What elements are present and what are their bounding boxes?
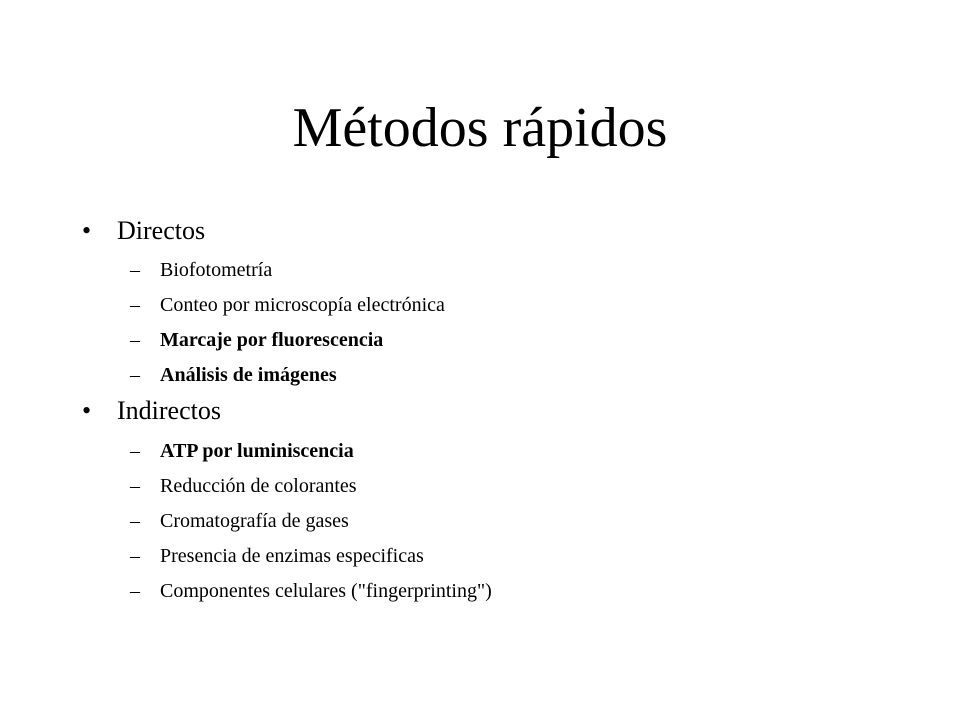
dash-marker: – <box>130 580 140 602</box>
sub-item-label: ATP por luminiscencia <box>160 440 354 462</box>
dash-marker: – <box>130 545 140 567</box>
sub-item-label: Reducción de colorantes <box>160 475 357 497</box>
bullet-label: Directos <box>117 216 206 245</box>
sub-item-label: Presencia de enzimas especificas <box>160 545 424 567</box>
dash-marker: – <box>130 440 140 462</box>
dash-marker: – <box>130 329 140 351</box>
slide-title: Métodos rápidos <box>292 97 668 159</box>
sub-item-label: Conteo por microscopía electrónica <box>160 294 445 316</box>
sub-item-label: Análisis de imágenes <box>160 364 337 386</box>
dash-marker: – <box>130 259 140 281</box>
sub-item-label: Biofotometría <box>160 259 273 281</box>
dash-marker: – <box>130 364 140 386</box>
sub-item-label: Componentes celulares ("fingerprinting") <box>160 580 492 602</box>
dash-marker: – <box>130 294 140 316</box>
bullet-marker: • <box>82 216 92 245</box>
sub-item-label: Marcaje por fluorescencia <box>160 329 384 351</box>
bullet-label: Indirectos <box>117 396 221 425</box>
dash-marker: – <box>130 510 140 532</box>
bullet-marker: • <box>82 396 92 425</box>
dash-marker: – <box>130 475 140 497</box>
sub-item-label: Cromatografía de gases <box>160 510 349 532</box>
